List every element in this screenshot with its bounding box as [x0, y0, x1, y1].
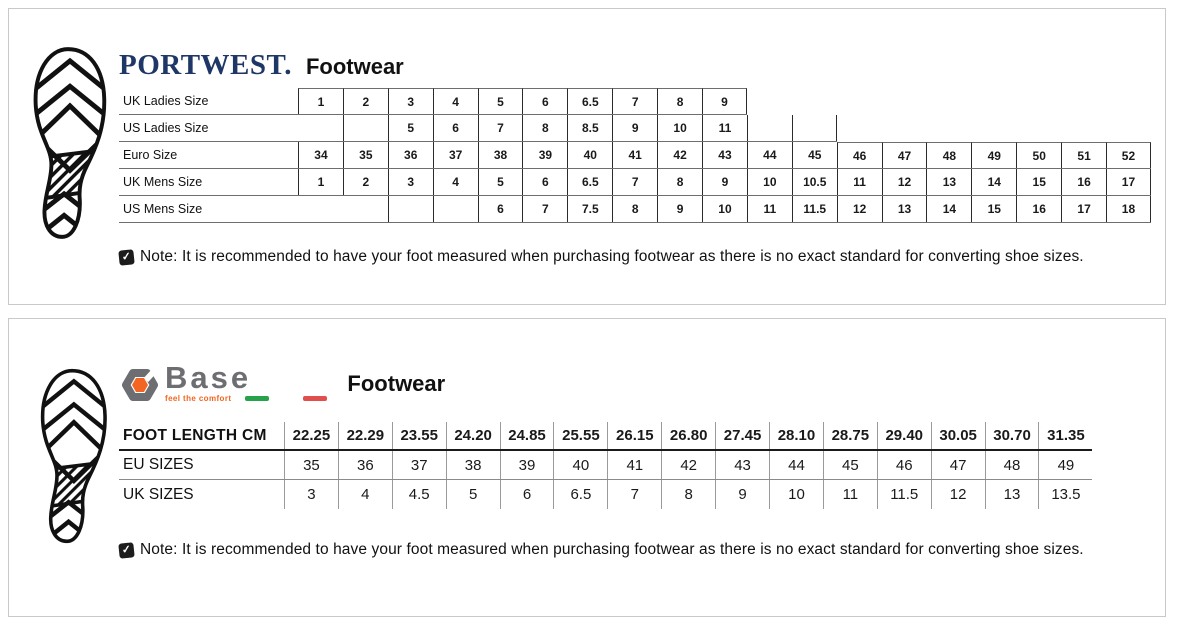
- table-cell: 8: [657, 169, 702, 195]
- row-label: FOOT LENGTH CM: [123, 426, 267, 444]
- table-cell: 38: [446, 451, 500, 479]
- table-cell: 52: [1106, 142, 1151, 168]
- table-cell: 16: [1016, 196, 1061, 222]
- table-cell: 37: [392, 451, 446, 479]
- table-cell: 48: [926, 142, 971, 168]
- table-cell: 2: [343, 169, 388, 195]
- table-cell: 7: [612, 88, 657, 114]
- table-cell: 9: [715, 480, 769, 509]
- table-cell: 24.20: [446, 422, 500, 449]
- table-row: [119, 88, 747, 115]
- table-cell: 16: [1061, 169, 1106, 195]
- table-cell: [388, 196, 433, 222]
- table-cell: 25.55: [553, 422, 607, 449]
- table-cell: 41: [607, 451, 661, 479]
- table-cell: 7.5: [567, 196, 612, 222]
- check-icon: ✓: [118, 542, 134, 558]
- table-cell: 26.15: [607, 422, 661, 449]
- table-cell: 5: [478, 88, 523, 114]
- table-cell: 45: [823, 451, 877, 479]
- base-wordmark: Base: [165, 360, 252, 395]
- green-bar-icon: [245, 396, 269, 401]
- table-cell: 42: [657, 142, 702, 168]
- table-cell: 28.10: [769, 422, 823, 449]
- table-cell: 10.5: [792, 169, 837, 195]
- table-cell: 11: [747, 196, 792, 222]
- red-bar-icon: [303, 396, 327, 401]
- table-row: [119, 451, 1092, 480]
- table-cell: 7: [607, 480, 661, 509]
- row-label: US Ladies Size: [123, 121, 209, 135]
- table-cell: 6: [522, 88, 567, 114]
- table-cell: 49: [1038, 451, 1092, 479]
- base-note: [119, 541, 1084, 559]
- base-nut-icon: [119, 363, 161, 407]
- row-label: US Mens Size: [123, 202, 203, 216]
- table-cell: 31.35: [1038, 422, 1092, 449]
- table-cell: 6: [500, 480, 554, 509]
- table-cell: 18: [1106, 196, 1151, 222]
- portwest-header: [119, 49, 404, 82]
- base-footwear-title: Footwear: [347, 371, 446, 396]
- table-cell: 46: [877, 451, 931, 479]
- table-row: [119, 169, 1151, 196]
- table-cell: 38: [478, 142, 523, 168]
- table-cell: 24.85: [500, 422, 554, 449]
- table-cell: 7: [522, 196, 567, 222]
- table-cell: 39: [500, 451, 554, 479]
- table-cell: 47: [931, 451, 985, 479]
- table-cell: 7: [478, 115, 523, 141]
- table-cell: 8: [612, 196, 657, 222]
- table-cell: 22.25: [284, 422, 338, 449]
- table-cell: [298, 115, 343, 141]
- table-cell: 36: [388, 142, 433, 168]
- table-cell: 7: [612, 169, 657, 195]
- table-cell: 44: [747, 142, 792, 168]
- table-cell: 2: [343, 88, 388, 114]
- table-cell: 45: [792, 142, 837, 168]
- table-cell: 44: [769, 451, 823, 479]
- table-cell: 47: [882, 142, 927, 168]
- table-cell: 5: [478, 169, 523, 195]
- table-row: [119, 142, 1151, 169]
- table-cell: 13.5: [1038, 480, 1092, 509]
- table-cell: 50: [1016, 142, 1061, 168]
- table-cell: 49: [971, 142, 1016, 168]
- base-tagline: feel the comfort: [165, 394, 232, 403]
- table-cell: 8: [661, 480, 715, 509]
- table-cell: 4: [433, 169, 478, 195]
- table-cell: 3: [388, 169, 433, 195]
- table-cell: 42: [661, 451, 715, 479]
- table-cell: 8.5: [567, 115, 612, 141]
- table-cell: 34: [298, 142, 343, 168]
- table-cell: 6: [433, 115, 478, 141]
- table-cell: 23.55: [392, 422, 446, 449]
- table-cell: 13: [926, 169, 971, 195]
- table-cell: 12: [882, 169, 927, 195]
- table-cell: 29.40: [877, 422, 931, 449]
- table-cell: 11.5: [877, 480, 931, 509]
- table-cell: 9: [702, 169, 747, 195]
- table-cell: 4: [338, 480, 392, 509]
- table-cell: 46: [837, 142, 882, 168]
- table-cell: 10: [657, 115, 702, 141]
- table-cell: 6.5: [553, 480, 607, 509]
- table-cell: 43: [715, 451, 769, 479]
- table-cell: 30.05: [931, 422, 985, 449]
- table-cell: 1: [298, 169, 343, 195]
- table-cell: 11.5: [792, 196, 837, 222]
- table-cell: 10: [747, 169, 792, 195]
- portwest-size-chart-panel: [8, 8, 1166, 305]
- footprint-icon: [25, 43, 113, 243]
- table-cell: 5: [388, 115, 433, 141]
- table-cell: 8: [522, 115, 567, 141]
- table-cell: 27.45: [715, 422, 769, 449]
- table-cell: 6.5: [567, 169, 612, 195]
- base-tagline-row: [165, 394, 327, 403]
- note-text: Note: It is recommended to have your foot measured when purchasing footwear as there is no exact standard for converting shoe sizes.: [140, 541, 1084, 558]
- table-cell: 13: [882, 196, 927, 222]
- table-cell: 6.5: [567, 88, 612, 114]
- portwest-logo: PORTWEST.: [119, 49, 292, 81]
- table-cell: 8: [657, 88, 702, 114]
- table-cell: 51: [1061, 142, 1106, 168]
- base-size-table: [119, 422, 1092, 509]
- row-label: UK Mens Size: [123, 175, 203, 189]
- table-cell: 9: [702, 88, 747, 114]
- table-cell: 6: [478, 196, 523, 222]
- table-cell: 6: [522, 169, 567, 195]
- table-cell: 15: [971, 196, 1016, 222]
- table-row: [119, 196, 1151, 223]
- table-cell: 5: [446, 480, 500, 509]
- table-cell: 15: [1016, 169, 1061, 195]
- table-cell: 35: [343, 142, 388, 168]
- table-cell: 14: [926, 196, 971, 222]
- portwest-note: [119, 248, 1084, 266]
- table-cell: [792, 115, 837, 141]
- portwest-footwear-title: Footwear: [305, 54, 404, 79]
- row-label: UK Ladies Size: [123, 94, 209, 108]
- table-cell: 9: [612, 115, 657, 141]
- table-row: [119, 480, 1092, 509]
- table-cell: 39: [522, 142, 567, 168]
- table-cell: 11: [702, 115, 747, 141]
- table-cell: [343, 196, 388, 222]
- table-cell: 3: [284, 480, 338, 509]
- table-row: [119, 115, 837, 142]
- table-cell: [433, 196, 478, 222]
- table-cell: 1: [298, 88, 343, 114]
- table-cell: 43: [702, 142, 747, 168]
- table-cell: 28.75: [823, 422, 877, 449]
- table-cell: 30.70: [985, 422, 1039, 449]
- table-cell: 12: [837, 196, 882, 222]
- table-cell: 17: [1061, 196, 1106, 222]
- table-cell: [747, 115, 792, 141]
- table-cell: 35: [284, 451, 338, 479]
- base-logo: [119, 360, 327, 407]
- row-label: Euro Size: [123, 148, 178, 162]
- table-cell: 12: [931, 480, 985, 509]
- table-cell: 11: [823, 480, 877, 509]
- table-cell: 26.80: [661, 422, 715, 449]
- base-size-chart-panel: [8, 318, 1166, 617]
- table-cell: 4: [433, 88, 478, 114]
- table-cell: 3: [388, 88, 433, 114]
- row-label: UK SIZES: [123, 485, 194, 503]
- check-icon: ✓: [118, 249, 134, 265]
- table-cell: 22.29: [338, 422, 392, 449]
- table-cell: [298, 196, 343, 222]
- table-cell: 17: [1106, 169, 1151, 195]
- table-cell: [343, 115, 388, 141]
- table-cell: 40: [567, 142, 612, 168]
- portwest-size-table: [119, 88, 1151, 223]
- table-cell: 10: [702, 196, 747, 222]
- table-row: [119, 422, 1092, 451]
- note-text: Note: It is recommended to have your foot measured when purchasing footwear as there is no exact standard for converting shoe sizes.: [140, 248, 1084, 265]
- table-cell: 41: [612, 142, 657, 168]
- table-cell: 48: [985, 451, 1039, 479]
- base-header: [119, 360, 446, 407]
- row-label: EU SIZES: [123, 456, 194, 473]
- table-cell: 36: [338, 451, 392, 479]
- table-cell: 37: [433, 142, 478, 168]
- table-cell: 14: [971, 169, 1016, 195]
- table-cell: 11: [837, 169, 882, 195]
- table-cell: 4.5: [392, 480, 446, 509]
- table-cell: 9: [657, 196, 702, 222]
- footprint-icon: [33, 365, 113, 547]
- table-cell: 13: [985, 480, 1039, 509]
- table-cell: 40: [553, 451, 607, 479]
- table-cell: 10: [769, 480, 823, 509]
